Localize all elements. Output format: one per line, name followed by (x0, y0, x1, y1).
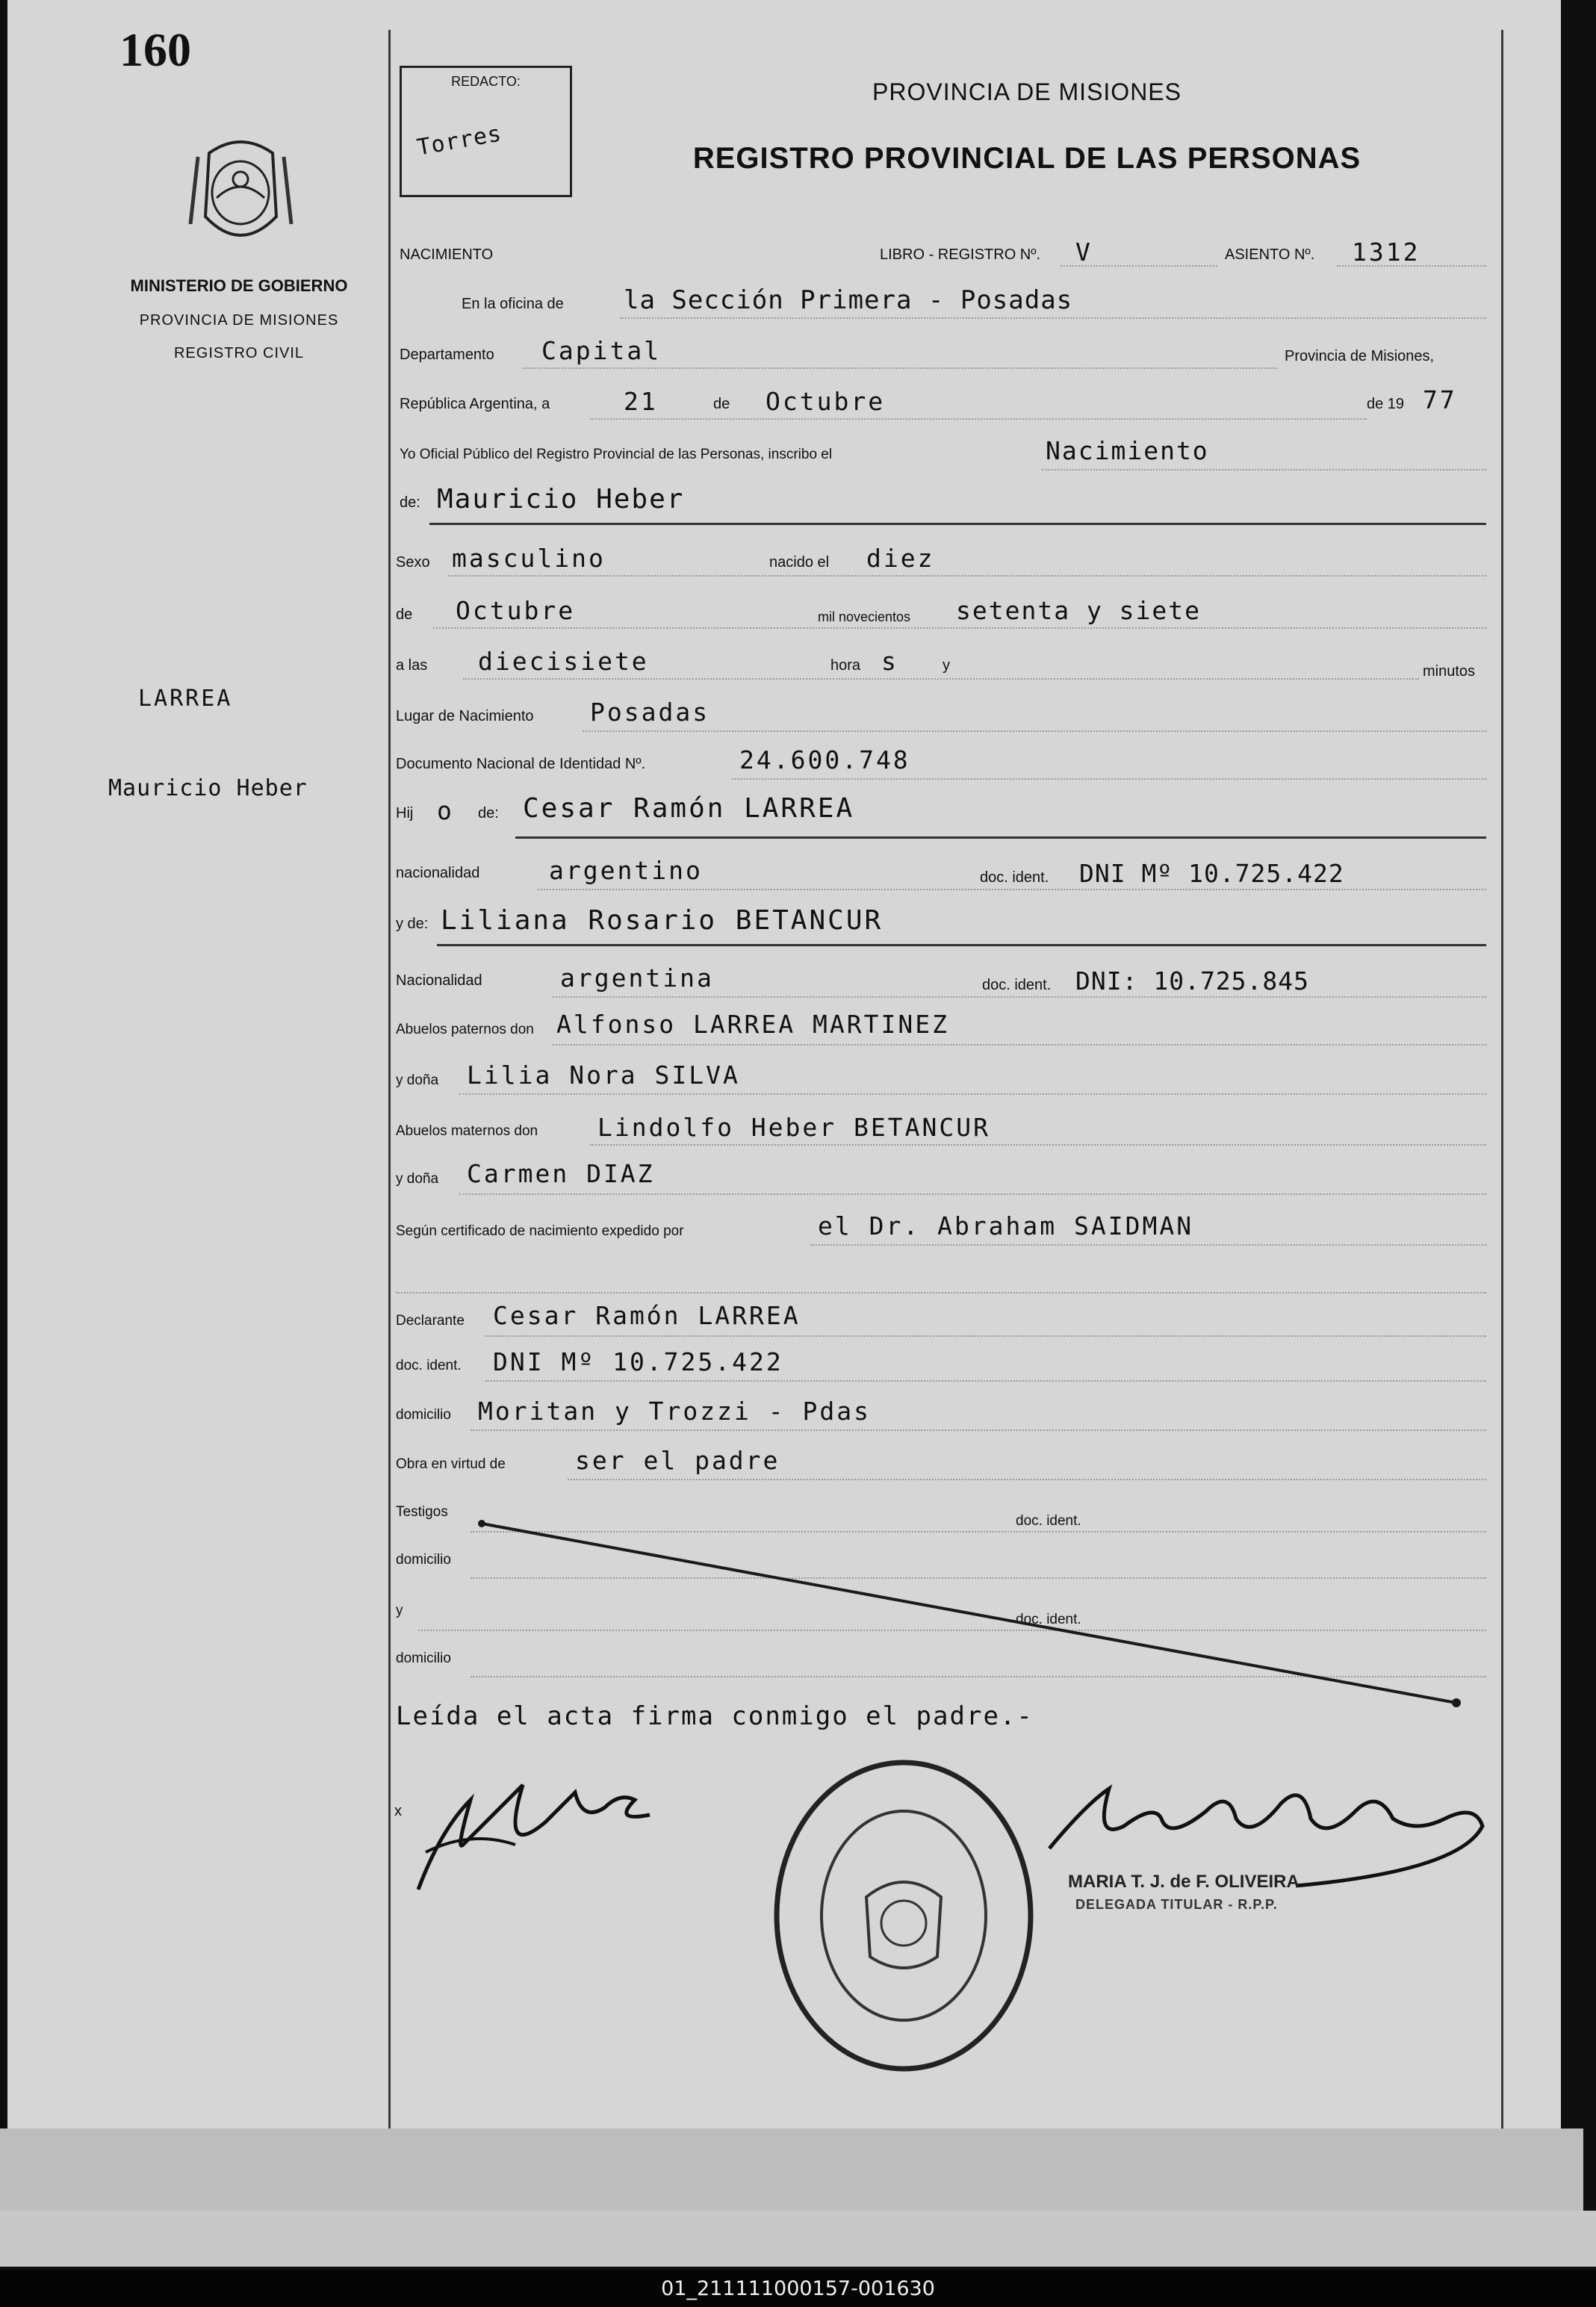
redacto-box (400, 66, 572, 197)
docid3-label: doc. ident. (396, 1358, 462, 1373)
libro-label: LIBRO - REGISTRO Nº. (880, 246, 1041, 263)
alas-label: a las (396, 657, 428, 674)
nac2-label: Nacionalidad (396, 972, 482, 989)
de-name-label: de: (400, 494, 420, 511)
official-stamp-name: MARIA T. J. de F. OLIVEIRA (1068, 1872, 1300, 1892)
docid2-value: DNI: 10.725.845 (1075, 966, 1310, 996)
scan-caption: 01_211111000157-001630 (0, 2270, 1596, 2307)
domicilio-label: domicilio (396, 1407, 451, 1423)
sexo-label: Sexo (396, 554, 430, 571)
hijo-value: o (437, 796, 454, 825)
hora-label: hora (830, 657, 861, 674)
dona2-label: y doña (396, 1171, 439, 1187)
republica-label: República Argentina, a (400, 396, 550, 412)
official-stamp-title: DELEGADA TITULAR - R.P.P. (1075, 1897, 1278, 1912)
madre-value: Liliana Rosario BETANCUR (441, 905, 884, 936)
hora-value: s (881, 647, 898, 676)
declarante-value: Cesar Ramón LARREA (493, 1301, 801, 1330)
coat-of-arms-icon (187, 134, 295, 254)
docid2-label: doc. ident. (982, 977, 1052, 993)
dona1-value: Lilia Nora SILVA (467, 1061, 740, 1090)
redacto-label: REDACTO: (451, 74, 521, 89)
asiento-value: 1312 (1352, 237, 1420, 267)
testigos-label: Testigos (396, 1504, 448, 1520)
departamento-label: Departamento (400, 347, 494, 363)
docid3-value: DNI Mº 10.725.422 (493, 1347, 783, 1376)
y2-label: y (396, 1603, 403, 1618)
declarant-signature (411, 1740, 665, 1901)
oficina-value: la Sección Primera - Posadas (624, 285, 1073, 315)
hijo-de-label: de: (478, 805, 499, 822)
page-number: 160 (119, 23, 191, 76)
scan-background (0, 2211, 1596, 2267)
minutos-label: minutos (1423, 663, 1476, 680)
margin-surname: LARREA (138, 686, 233, 712)
right-margin-rule (1501, 30, 1503, 2129)
declarante-label: Declarante (396, 1313, 465, 1329)
yde-label: y de: (396, 916, 429, 932)
de2-label: de (396, 606, 413, 623)
hijo-label: Hij (396, 805, 414, 822)
mil-value: setenta y siete (956, 596, 1202, 625)
mil-label: mil novecientos (818, 609, 911, 624)
domicilio3-label: domicilio (396, 1651, 451, 1666)
month2-value: Octubre (456, 596, 576, 625)
ab-mat-value: Lindolfo Heber BETANCUR (597, 1113, 990, 1142)
nac1-label: nacionalidad (396, 865, 480, 881)
dona2-value: Carmen DIAZ (467, 1159, 655, 1188)
domicilio-value: Moritan y Trozzi - Pdas (478, 1397, 871, 1426)
underlying-pages (0, 2129, 1583, 2211)
docid5-label: doc. ident. (1016, 1612, 1081, 1627)
ab-mat-label: Abuelos maternos don (396, 1123, 538, 1139)
cert-value: el Dr. Abraham SAIDMAN (818, 1211, 1194, 1241)
nacido-label: nacido el (769, 554, 830, 571)
registered-name: Mauricio Heber (437, 484, 685, 515)
cert-label: Según certificado de nacimiento expedido por (396, 1223, 684, 1239)
libro-value: V (1075, 237, 1093, 267)
day-value: 21 (624, 387, 658, 416)
sexo-value: masculino (452, 544, 606, 573)
obra-value: ser el padre (575, 1446, 780, 1475)
ministry-label: MINISTERIO DE GOBIERNO (130, 276, 348, 295)
ab-pat-value: Alfonso LARREA MARTINEZ (556, 1010, 949, 1039)
de-label: de (713, 396, 730, 412)
oficial-label: Yo Oficial Público del Registro Provincial de las Personas, inscribo el (400, 447, 833, 462)
star-mark: x (394, 1803, 402, 1819)
header-province: PROVINCIA DE MISIONES (872, 78, 1182, 105)
lugar-value: Posadas (590, 698, 710, 727)
document-title: REGISTRO PROVINCIAL DE LAS PERSONAS (692, 142, 1361, 175)
year-value: 77 (1423, 385, 1457, 414)
alas-value: diecisiete (478, 647, 649, 676)
nacido-value: diez (866, 544, 935, 573)
oficial-value: Nacimiento (1046, 436, 1209, 465)
margin-rule (388, 30, 391, 2129)
docid1-label: doc. ident. (980, 869, 1049, 886)
witness-strike-line (478, 1516, 1464, 1714)
dona1-label: y doña (396, 1072, 439, 1088)
registry-office-label: REGISTRO CIVIL (173, 345, 305, 361)
record-type-label: NACIMIENTO (400, 246, 494, 263)
lugar-label: Lugar de Nacimiento (396, 708, 534, 724)
departamento-value: Capital (541, 336, 662, 365)
dni-value: 24.600.748 (739, 745, 910, 774)
redacto-value: Torres (414, 120, 504, 161)
dni-label: Documento Nacional de Identidad Nº. (396, 756, 646, 772)
obra-label: Obra en virtud de (396, 1456, 506, 1472)
margin-given-names: Mauricio Heber (108, 775, 308, 801)
province-label: PROVINCIA DE MISIONES (139, 312, 339, 329)
official-seal-icon (769, 1755, 1038, 2080)
oficina-label: En la oficina de (462, 296, 564, 312)
ab-pat-label: Abuelos paternos don (396, 1022, 534, 1037)
nac2-value: argentina (560, 963, 714, 993)
domicilio2-label: domicilio (396, 1552, 451, 1568)
month-value: Octubre (766, 387, 886, 416)
y-label: y (943, 657, 950, 674)
nac1-value: argentino (549, 856, 703, 885)
year-label: de 19 (1367, 396, 1405, 412)
closing-statement: Leída el acta firma conmigo el padre.- (396, 1701, 1034, 1731)
docid1-value: DNI Mº 10.725.422 (1079, 859, 1344, 888)
provincia-label: Provincia de Misiones, (1285, 348, 1435, 364)
docid4-label: doc. ident. (1016, 1513, 1081, 1529)
asiento-label: ASIENTO Nº. (1225, 246, 1315, 263)
padre-value: Cesar Ramón LARREA (523, 793, 855, 824)
